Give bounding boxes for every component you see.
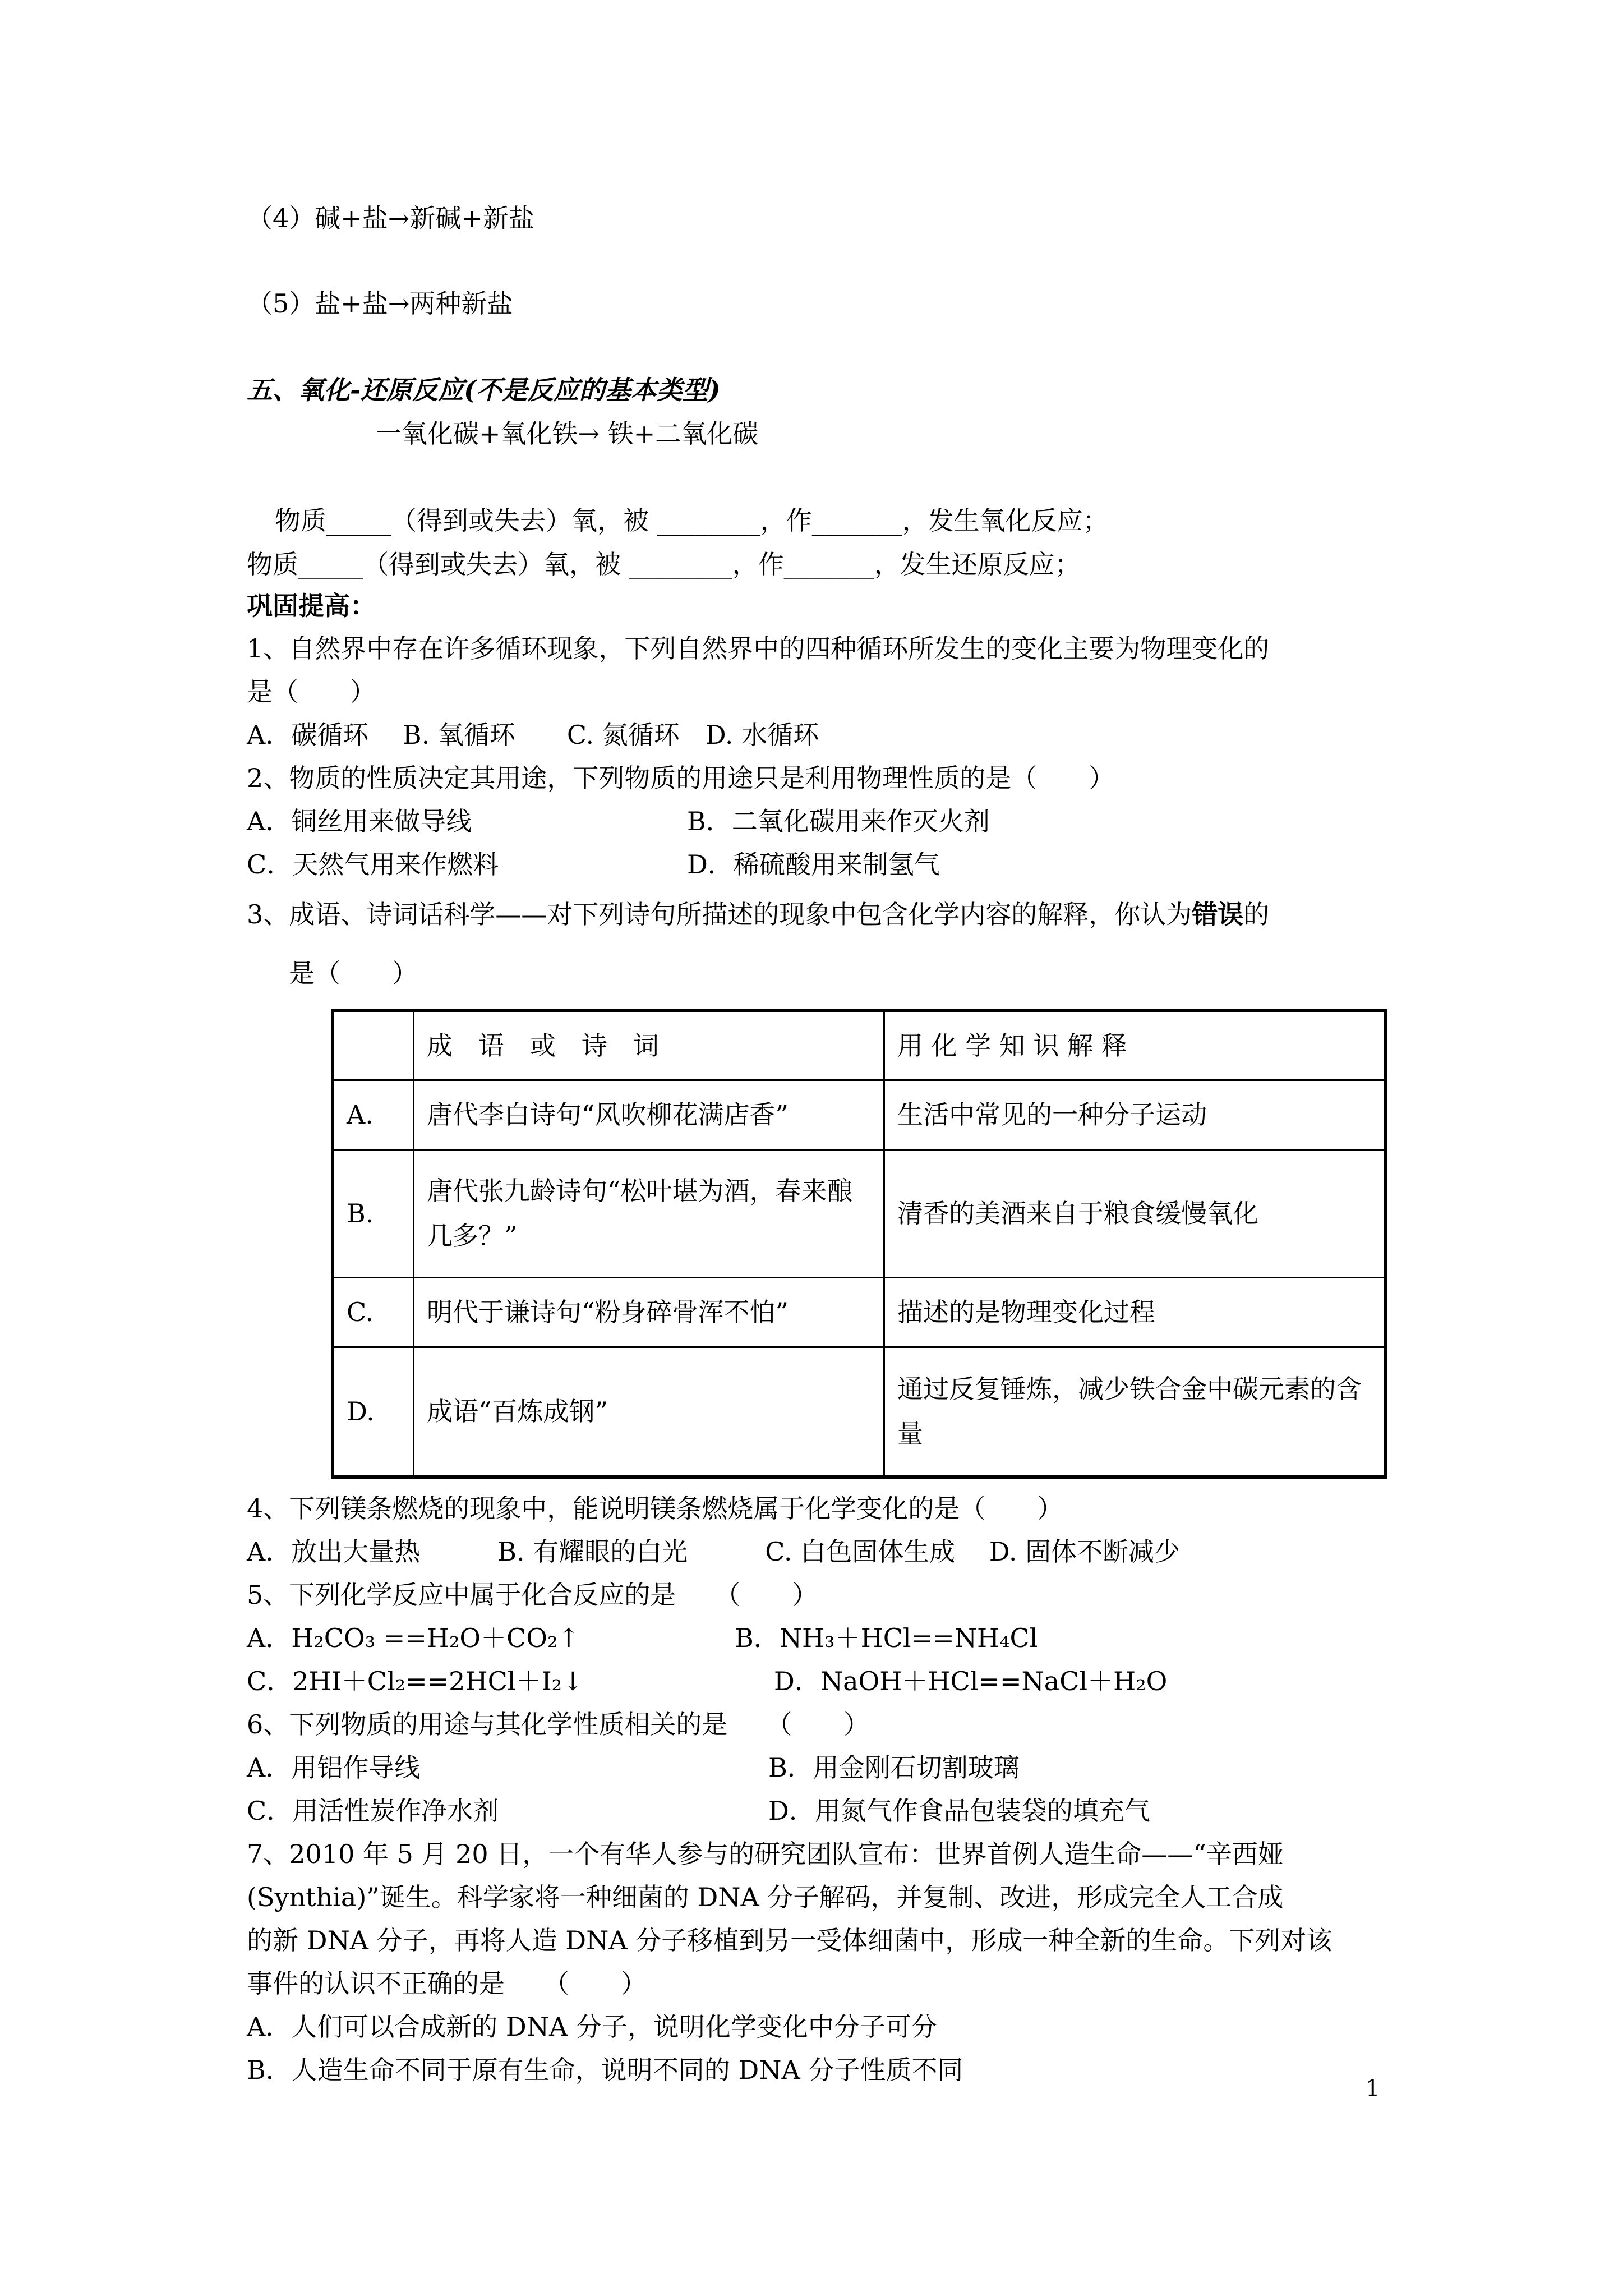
fill-line-reduction: 物质_____（得到或失去）氧，被 ________，作_______，发生还原反应； <box>247 549 1081 579</box>
row-label: A. <box>333 1080 414 1149</box>
row-explanation: 生活中常见的一种分子运动 <box>884 1080 1386 1149</box>
q3-table-wrapper <box>331 1009 1387 1479</box>
q3-stem-tail: 的 <box>1243 899 1270 930</box>
header-cell-idiom: 成 语 或 诗 词 <box>414 1010 884 1080</box>
row-idiom: 成语“百炼成钢” <box>414 1347 884 1477</box>
section-heading: 五、氧化-还原反应(不是反应的基本类型) <box>247 375 721 405</box>
q7-stem-line-3: 的新 DNA 分子，再将人造 DNA 分子移植到另一受体细菌中，形成一种全新的生命。下列对该 <box>247 1925 1332 1955</box>
q1-options: A．碳循环 B. 氧循环 C. 氮循环 D. 水循环 <box>247 720 819 750</box>
q1-stem-line-2: 是（ ） <box>247 677 376 707</box>
row-idiom: 唐代李白诗句“风吹柳花满店香” <box>414 1080 884 1149</box>
q7-stem-line-2: (Synthia)”诞生。科学家将一种细菌的 DNA 分子解码，并复制、改进，形成完全人工合成 <box>247 1882 1284 1912</box>
row-explanation: 清香的美酒来自于粮食缓慢氧化 <box>884 1149 1386 1277</box>
q7-option-a: A．人们可以合成新的 DNA 分子，说明化学变化中分子可分 <box>247 2012 937 2042</box>
fill-line-oxidation: 物质_____（得到或失去）氧，被 ________，作_______，发生氧化反应； <box>275 505 1109 536</box>
q2-option-a: A．铜丝用来做导线 <box>247 806 472 836</box>
q2-option-c: C．天然气用来作燃料 <box>247 849 499 880</box>
q7-stem-line-4: 事件的认识不正确的是 （ ） <box>247 1968 647 1999</box>
q7-stem-line-1: 7、2010 年 5 月 20 日，一个有华人参与的研究团队宣布：世界首例人造生命——“辛西娅 <box>247 1839 1284 1869</box>
row-explanation: 描述的是物理变化过程 <box>884 1277 1386 1347</box>
q3-stem-text: 3、成语、诗词话科学——对下列诗句所描述的现象中包含化学内容的解释，你认为 <box>247 899 1192 930</box>
q6-option-b: B．用金刚石切割玻璃 <box>768 1752 1020 1783</box>
q4-stem: 4、下列镁条燃烧的现象中，能说明镁条燃烧属于化学变化的是（ ） <box>247 1493 1063 1524</box>
q5-stem: 5、下列化学反应中属于化合反应的是 （ ） <box>247 1580 818 1610</box>
q3-emphasis: 错误 <box>1192 899 1244 930</box>
row-idiom: 明代于谦诗句“粉身碎骨浑不怕” <box>414 1277 884 1347</box>
row-label: C. <box>333 1277 414 1347</box>
q5-option-a: A．H₂CO₃ ==H₂O＋CO₂↑ <box>247 1623 579 1653</box>
table-row <box>333 1277 1386 1347</box>
reaction-5: （5）盐+盐→两种新盐 <box>247 288 513 319</box>
header-cell-label <box>333 1010 414 1080</box>
row-label: D. <box>333 1347 414 1477</box>
q1-stem-line-1: 1、自然界中存在许多循环现象，下列自然界中的四种循环所发生的变化主要为物理变化的 <box>247 633 1270 664</box>
q5-option-b: B．NH₃＋HCl==NH₄Cl <box>735 1623 1038 1653</box>
table-header-row <box>333 1010 1386 1080</box>
q3-stem-line-2: 是（ ） <box>289 958 418 988</box>
q6-option-c: C．用活性炭作净水剂 <box>247 1796 499 1826</box>
q2-stem: 2、物质的性质决定其用途，下列物质的用途只是利用物理性质的是（ ） <box>247 763 1115 793</box>
table-row <box>333 1080 1386 1149</box>
q4-options: A．放出大量热 B. 有耀眼的白光 C. 白色固体生成 D. 固体不断减少 <box>247 1536 1181 1567</box>
q3-table <box>331 1009 1387 1479</box>
header-cell-explanation: 用 化 学 知 识 解 释 <box>884 1010 1386 1080</box>
q6-stem: 6、下列物质的用途与其化学性质相关的是 （ ） <box>247 1709 870 1740</box>
q3-stem-line-1 <box>247 899 1270 930</box>
consolidation-title: 巩固提高： <box>247 591 376 621</box>
q5-option-c: C．2HI＋Cl₂==2HCl＋I₂↓ <box>247 1666 584 1696</box>
q2-option-b: B．二氧化碳用来作灭火剂 <box>687 806 990 836</box>
row-explanation: 通过反复锤炼，减少铁合金中碳元素的含量 <box>884 1347 1386 1477</box>
table-row <box>333 1149 1386 1277</box>
q6-option-a: A．用铝作导线 <box>247 1752 421 1783</box>
table-row <box>333 1347 1386 1477</box>
q2-option-d: D．稀硫酸用来制氢气 <box>687 849 940 880</box>
row-idiom: 唐代张九龄诗句“松叶堪为酒，春来酿几多？” <box>414 1149 884 1277</box>
page-number: 1 <box>1366 2076 1380 2101</box>
reaction-4: （4）碱+盐→新碱+新盐 <box>247 203 534 233</box>
q6-option-d: D．用氮气作食品包装袋的填充气 <box>768 1796 1150 1826</box>
equation: 一氧化碳+氧化铁→ 铁+二氧化碳 <box>376 418 759 449</box>
q7-option-b: B．人造生命不同于原有生命，说明不同的 DNA 分子性质不同 <box>247 2055 963 2085</box>
row-label: B. <box>333 1149 414 1277</box>
q5-option-d: D．NaOH＋HCl==NaCl＋H₂O <box>774 1666 1168 1696</box>
